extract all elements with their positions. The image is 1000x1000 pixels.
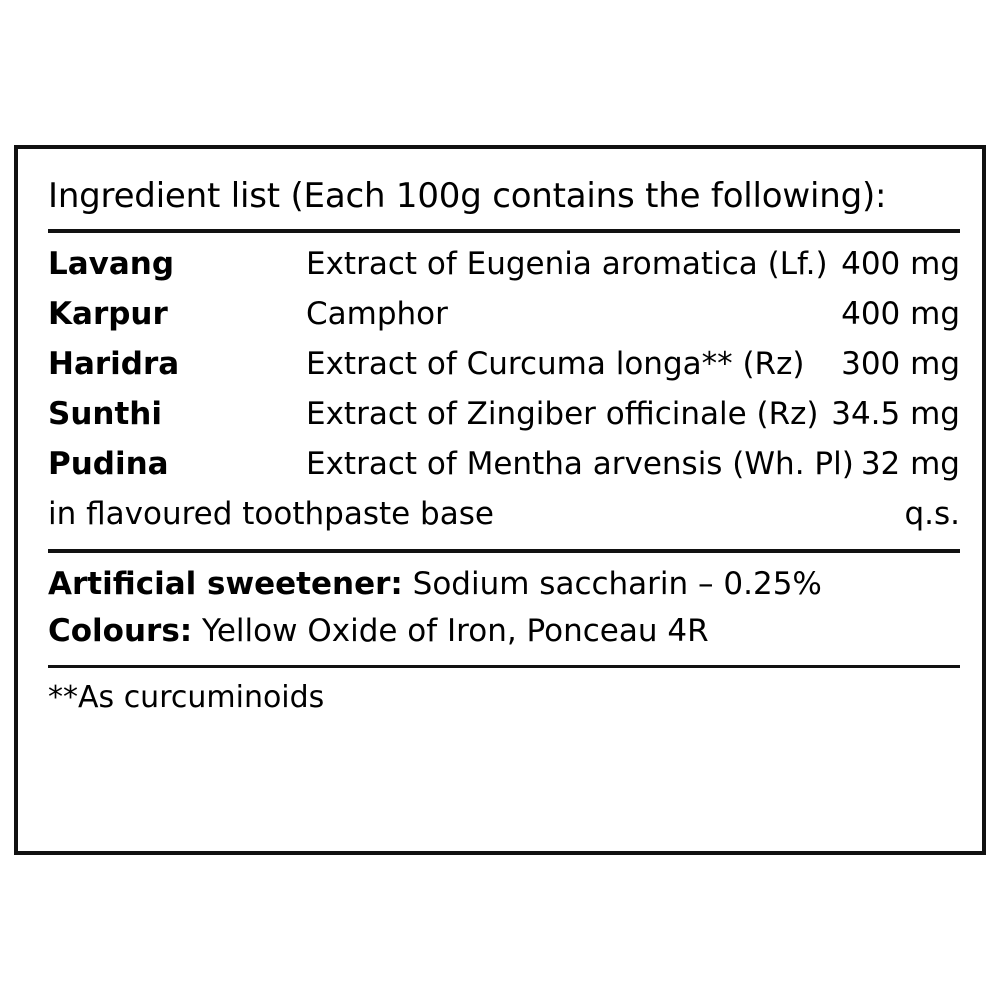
ingredient-name: Lavang — [48, 246, 175, 282]
ingredient-quantity: 400 mg — [841, 246, 960, 282]
table-row — [48, 239, 960, 289]
ingredient-quantity: 32 mg — [860, 446, 960, 482]
base-quantity: q.s. — [904, 496, 960, 532]
table-row — [48, 289, 960, 339]
ingredient-name: Pudina — [48, 446, 169, 482]
note-value: Yellow Oxide of Iron, Ponceau 4R — [192, 613, 709, 649]
table-row-base — [48, 489, 960, 539]
panel-inner — [48, 173, 960, 833]
ingredient-name: Sunthi — [48, 396, 162, 432]
ingredient-description: Extract of Mentha arvensis (Wh. Pl) — [306, 446, 854, 482]
table-row — [48, 389, 960, 439]
divider-bottom — [48, 665, 960, 668]
note-label: Colours: — [48, 613, 193, 649]
ingredient-description: Camphor — [306, 296, 448, 332]
note-colours — [48, 608, 960, 655]
table-row — [48, 439, 960, 489]
divider-top — [48, 229, 960, 233]
ingredient-quantity: 400 mg — [841, 296, 960, 332]
table-row — [48, 339, 960, 389]
note-label: Artificial sweetener: — [48, 566, 403, 602]
ingredient-name: Karpur — [48, 296, 168, 332]
ingredient-quantity: 34.5 mg — [831, 396, 960, 432]
base-text: in flavoured toothpaste base — [48, 496, 494, 532]
notes-section — [48, 561, 960, 655]
ingredient-quantity: 300 mg — [841, 346, 960, 382]
ingredient-table — [48, 239, 960, 539]
ingredient-name: Haridra — [48, 346, 180, 382]
ingredient-panel — [14, 145, 986, 855]
note-value: Sodium saccharin – 0.25% — [402, 566, 822, 602]
panel-title: Ingredient list (Each 100g contains the following): — [48, 176, 887, 216]
ingredient-description: Extract of Zingiber officinale (Rz) — [306, 396, 819, 432]
ingredient-description: Extract of Curcuma longa** (Rz) — [306, 346, 805, 382]
ingredient-description: Extract of Eugenia aromatica (Lf.) — [306, 246, 828, 282]
footnote: **As curcuminoids — [48, 680, 325, 715]
divider-middle — [48, 549, 960, 553]
note-artificial-sweetener — [48, 561, 960, 608]
